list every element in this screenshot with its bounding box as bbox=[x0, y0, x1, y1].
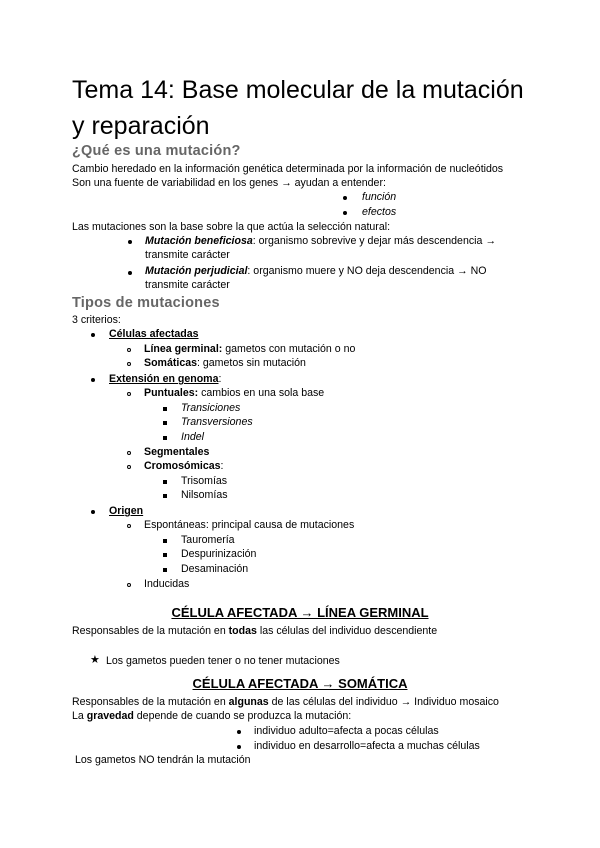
bullet-circle-icon bbox=[127, 357, 131, 371]
heading-somatica: CÉLULA AFECTADA → SOMÁTICA bbox=[192, 676, 408, 691]
germinal-line-bold: todas bbox=[228, 625, 257, 637]
bullet-circle-icon bbox=[127, 519, 131, 533]
gravedad-pre: La bbox=[72, 710, 87, 722]
variability-line: Son una fuente de variabilidad en los genes → ayudan a entender: bbox=[72, 177, 386, 189]
somatica-line1-post: de las células del individuo → Individuo mosaico bbox=[268, 696, 499, 708]
germinal-line-pre: Responsables de la mutación en bbox=[72, 625, 229, 637]
bullet-circle-icon bbox=[127, 460, 131, 474]
bullet-dot-icon bbox=[128, 266, 132, 280]
heading-linea-germinal: CÉLULA AFECTADA → LÍNEA GERMINAL bbox=[171, 605, 429, 620]
bullet-dot-icon bbox=[343, 191, 347, 205]
star-icon: ★ bbox=[90, 654, 100, 666]
bullet-dot-icon bbox=[128, 235, 132, 249]
segmentales-item: Segmentales bbox=[144, 446, 210, 458]
extension-label: Extensión en genoma bbox=[109, 373, 219, 385]
bullet-square-icon bbox=[163, 475, 167, 489]
germinal-line-post: las células del individuo descendiente bbox=[256, 625, 438, 637]
extension-colon: : bbox=[218, 373, 222, 385]
criterios-line: 3 criterios: bbox=[72, 314, 121, 326]
somaticas-label: Somáticas bbox=[144, 357, 197, 369]
espontaneas-item: Espontáneas: principal causa de mutaciones bbox=[144, 519, 355, 531]
cromosomicas-label: Cromosómicas bbox=[144, 460, 221, 472]
perjudicial-label: Mutación perjudicial bbox=[145, 265, 248, 277]
nilsomias-item: Nilsomías bbox=[181, 489, 228, 501]
star-item: Los gametos pueden tener o no tener mutaciones bbox=[106, 655, 340, 667]
bullet-circle-icon bbox=[127, 578, 131, 592]
bullet-circle-icon bbox=[127, 343, 131, 357]
bullet-dot-icon bbox=[91, 505, 95, 519]
bullet-dot-icon bbox=[91, 373, 95, 387]
natural-selection-line: Las mutaciones son la base sobre la que actúa la selección natural: bbox=[72, 221, 391, 233]
transiciones-item: Transiciones bbox=[181, 402, 241, 414]
bullet-circle-icon bbox=[127, 387, 131, 401]
somaticas-item bbox=[144, 356, 306, 370]
desarrollo-item: individuo en desarrollo=afecta a muchas células bbox=[254, 740, 480, 752]
bullet-square-icon bbox=[163, 534, 167, 548]
cromosomicas-colon: : bbox=[220, 460, 224, 472]
germinal-label: Línea germinal: bbox=[144, 343, 223, 355]
definition-line: Cambio heredado en la información genética determinada por la información de nucleótidos bbox=[72, 163, 504, 175]
puntuales-item bbox=[144, 386, 324, 400]
bullet-dot-icon bbox=[237, 740, 241, 754]
trisomias-item: Trisomías bbox=[181, 475, 228, 487]
puntuales-text: cambios en una sola base bbox=[198, 387, 325, 399]
celulas-afectadas-label: Células afectadas bbox=[109, 328, 199, 340]
origen-label: Origen bbox=[109, 505, 144, 517]
beneficiosa-label: Mutación beneficiosa bbox=[145, 235, 253, 247]
somatica-responsables-line bbox=[72, 695, 499, 709]
bullet-square-icon bbox=[163, 489, 167, 503]
bullet-square-icon bbox=[163, 402, 167, 416]
bullet-dot-icon bbox=[343, 206, 347, 220]
perjudicial-text: : organismo muere y NO deja descendencia → NO bbox=[247, 265, 487, 277]
perjudicial-continuation: transmite carácter bbox=[145, 279, 230, 291]
somatica-line1-bold: algunas bbox=[228, 696, 269, 708]
gravedad-bold: gravedad bbox=[86, 710, 134, 722]
somaticas-text: : gametos sin mutación bbox=[197, 357, 306, 369]
beneficiosa-continuation: transmite carácter bbox=[145, 249, 230, 261]
bullet-funcion: función bbox=[362, 191, 397, 203]
bullet-circle-icon bbox=[127, 446, 131, 460]
bullet-square-icon bbox=[163, 548, 167, 562]
bullet-efectos: efectos bbox=[362, 206, 397, 218]
transversiones-item: Transversiones bbox=[181, 416, 253, 428]
desaminacion-item: Desaminación bbox=[181, 563, 249, 575]
bullet-square-icon bbox=[163, 563, 167, 577]
tauromeria-item: Tauromería bbox=[181, 534, 235, 546]
germinal-text: gametos con mutación o no bbox=[222, 343, 356, 355]
bullet-dot-icon bbox=[91, 328, 95, 342]
page-title: Tema 14: Base molecular de la mutación y reparación bbox=[72, 76, 524, 140]
perjudicial-item bbox=[145, 264, 486, 278]
inducidas-item: Inducidas bbox=[144, 578, 190, 590]
somatica-line1-pre: Responsables de la mutación en bbox=[72, 696, 229, 708]
extension-item bbox=[109, 372, 221, 386]
bullet-square-icon bbox=[163, 416, 167, 430]
gravedad-line bbox=[72, 709, 351, 723]
bullet-dot-icon bbox=[237, 725, 241, 739]
beneficiosa-text: : organismo sobrevive y dejar más descendencia → bbox=[252, 235, 496, 247]
beneficiosa-item bbox=[145, 234, 496, 248]
gravedad-post: depende de cuando se produzca la mutación: bbox=[133, 710, 352, 722]
germinal-item bbox=[144, 342, 355, 356]
adulto-item: individuo adulto=afecta a pocas células bbox=[254, 725, 439, 737]
heading-que-es-mutacion: ¿Qué es una mutación? bbox=[72, 143, 241, 159]
gametos-final-line: Los gametos NO tendrán la mutación bbox=[75, 754, 251, 766]
bullet-square-icon bbox=[163, 431, 167, 445]
puntuales-label: Puntuales: bbox=[144, 387, 199, 399]
cromosomicas-item bbox=[144, 459, 224, 473]
heading-tipos-mutaciones: Tipos de mutaciones bbox=[72, 295, 220, 311]
germinal-responsables-line bbox=[72, 624, 437, 638]
despurinizacion-item: Despurinización bbox=[181, 548, 257, 560]
indel-item: Indel bbox=[181, 431, 204, 443]
